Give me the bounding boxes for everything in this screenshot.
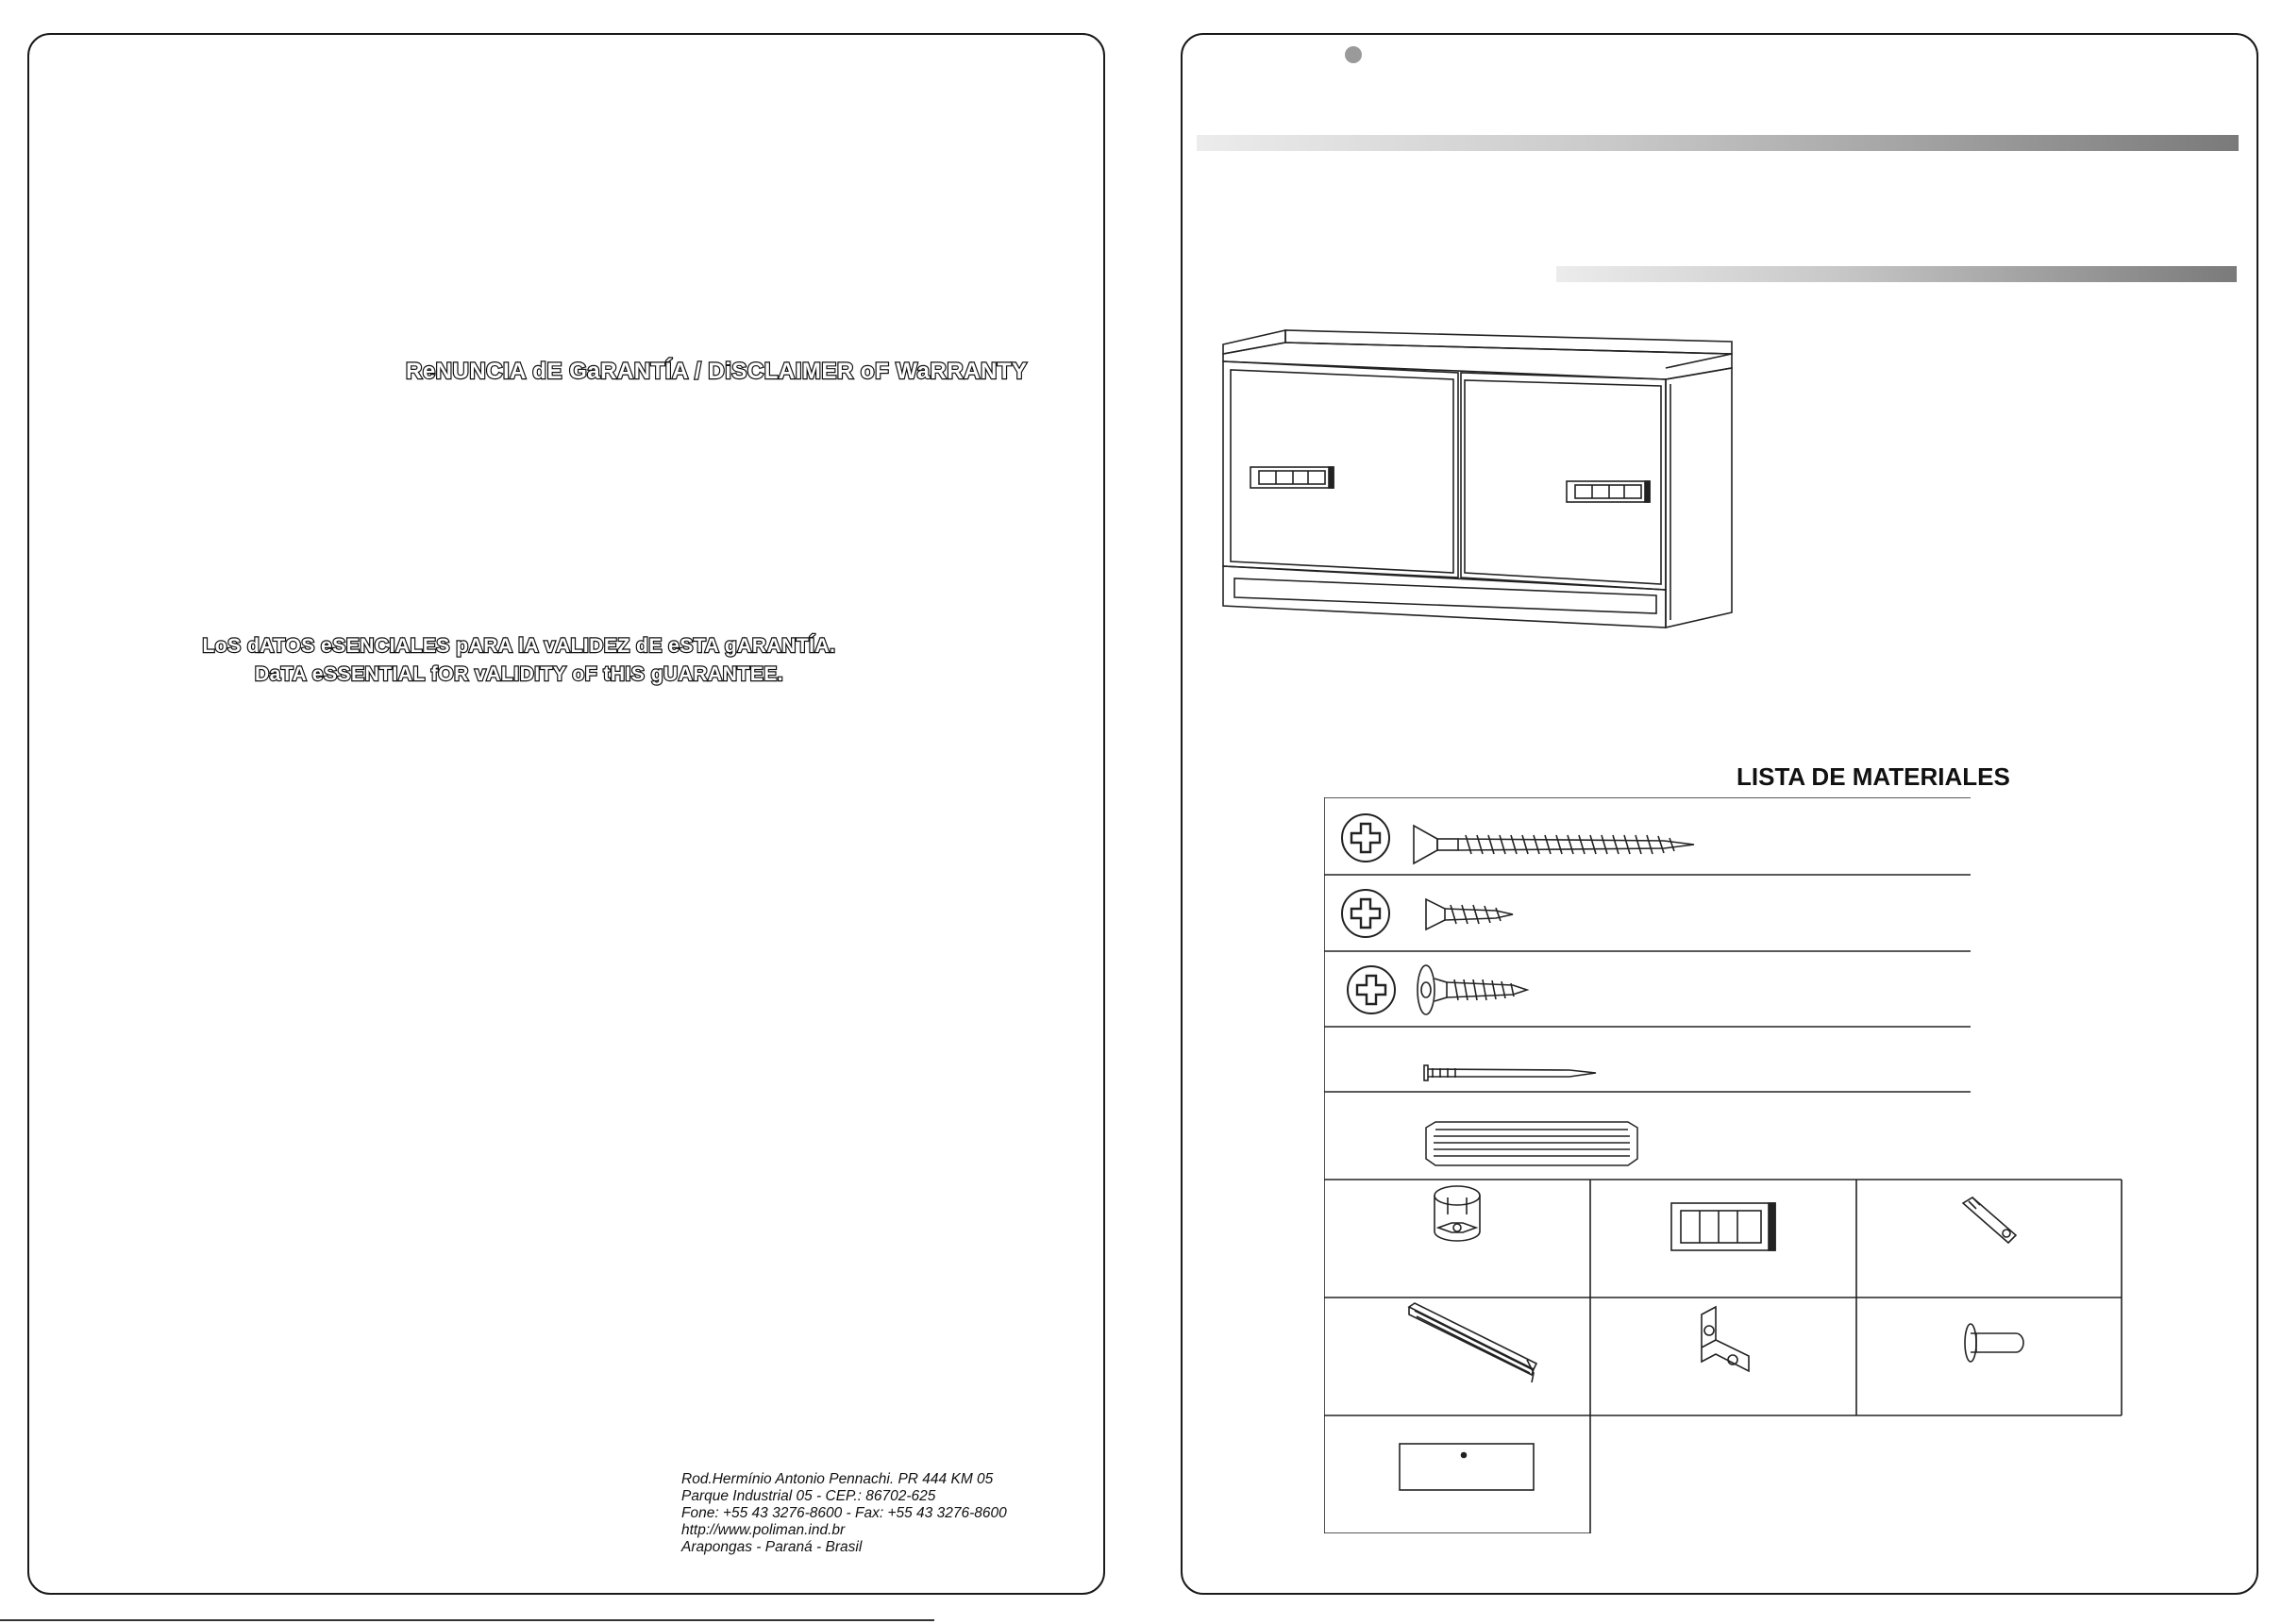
- panel-piece-icon: [1400, 1444, 1534, 1490]
- cabinet-illustration: [1217, 326, 1746, 637]
- shelf-pin-icon: [1965, 1324, 2023, 1362]
- essential-data-english: DaTA eSSENTIAL fOR vALIDITY oF tHIS gUARANTEE.: [254, 663, 784, 685]
- corner-bracket-icon: [1702, 1307, 1749, 1371]
- materials-list-title: LISTA DE MATERIALES: [1737, 762, 2010, 791]
- address-website: http://www.poliman.ind.br: [681, 1522, 846, 1538]
- handle-icon: [1671, 1203, 1775, 1250]
- essential-data-spanish: LoS dATOS eSENCIALES pARA lA vALIDEZ dE eSTA gARANTÍA.: [202, 635, 836, 657]
- cam-lock-icon: [1435, 1186, 1480, 1241]
- long-screw-row: [1342, 814, 1694, 863]
- left-page: [27, 33, 1105, 1595]
- washer-head-screw-row: [1348, 965, 1527, 1014]
- bracket-pin-icon: [1963, 1197, 2016, 1243]
- sliding-rail-icon: [1409, 1303, 1536, 1382]
- disclaimer-heading: ReNUNCIA dE GaRANTÍA / DiSCLAIMER oF WaRRANTY: [406, 359, 1028, 384]
- short-screw-row: [1342, 890, 1513, 937]
- address-district: Parque Industrial 05 - CEP.: 86702-625: [681, 1488, 936, 1504]
- materials-table: [1324, 797, 2126, 1533]
- gradient-bar-middle: [1556, 266, 2237, 282]
- nail-icon: [1424, 1065, 1596, 1080]
- long-screw-icon: [1414, 826, 1694, 863]
- address-phone: Fone: +55 43 3276-8600 - Fax: +55 43 3276-8600: [681, 1505, 1007, 1521]
- address-city: Arapongas - Paraná - Brasil: [681, 1539, 863, 1555]
- phillips-badge-icon: [1348, 966, 1395, 1013]
- short-screw-icon: [1426, 899, 1513, 929]
- address-street: Rod.Hermínio Antonio Pennachi. PR 444 KM 05: [681, 1471, 994, 1487]
- gradient-bar-top: [1197, 135, 2239, 151]
- dot-icon: [1345, 46, 1362, 63]
- company-address: [681, 1471, 1007, 1556]
- wooden-dowel-icon: [1426, 1122, 1637, 1165]
- washer-head-screw-icon: [1418, 965, 1527, 1014]
- phillips-badge-icon: [1342, 890, 1389, 937]
- page-edge-line: [0, 1619, 934, 1621]
- essential-data-heading: [170, 632, 868, 689]
- phillips-badge-icon: [1342, 814, 1389, 862]
